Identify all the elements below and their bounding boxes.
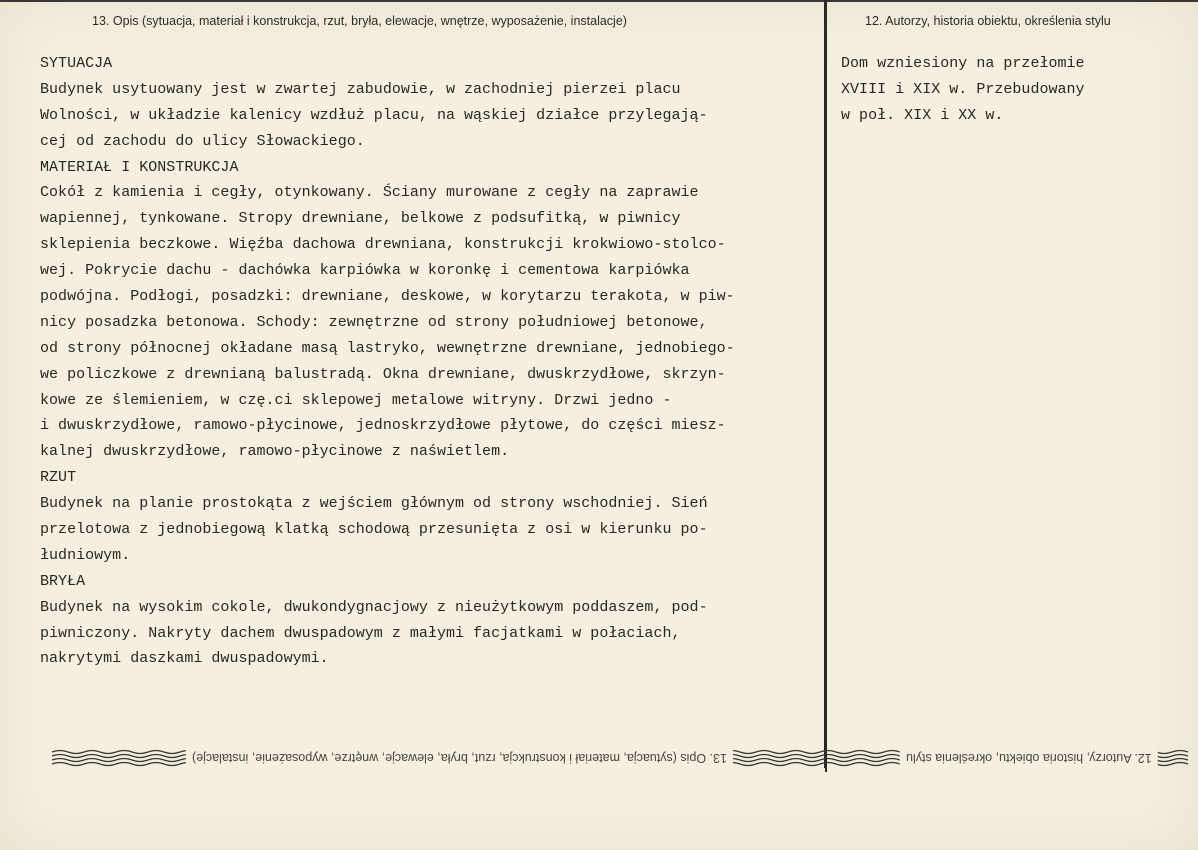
text-line: Dom wzniesiony na przełomie: [841, 55, 1085, 72]
mirrored-left-header: 13. Opis (sytuacja, materiał i konstrukcja, rzut, bryła, elewacje, wnętrze, wyposażenie, instalacje): [186, 748, 733, 768]
text-line: podwójna. Podłogi, posadzki: drewniane, deskowe, w korytarzu terakota, w piw-: [40, 288, 735, 306]
text-line: Budynek na wysokim cokole, dwukondygnacjowy z nieużytkowym poddaszem, pod-: [40, 598, 708, 616]
text-line: przelotowa z jednobiegową klatką schodową przesunięta z osi w kierunku po-: [40, 521, 708, 539]
mirrored-right-header: 12. Autorzy, historia obiektu, określenia stylu: [900, 748, 1158, 768]
text-line: nicy posadzka betonowa. Schody: zewnętrzne od strony południowej betonowe,: [40, 313, 708, 331]
column-divider-lower: [825, 742, 827, 772]
left-column-header: 13. Opis (sytuacja, materiał i konstrukcja, rzut, bryła, elewacje, wnętrze, wyposażenie, instalacje): [92, 14, 627, 28]
text-line: Cokół z kamienia i cegły, otynkowany. Ściany murowane z cegły na zaprawie: [40, 184, 699, 202]
text-line: cej od zachodu do ulicy Słowackiego.: [40, 132, 365, 150]
text-line: kowe ze ślemieniem, w czę.ci sklepowej metalowe witryny. Drzwi jedno -: [40, 391, 672, 409]
text-line: SYTUACJA: [40, 55, 113, 72]
text-line: wej. Pokrycie dachu - dachówka karpiówka w koronkę i cementowa karpiówka: [40, 262, 690, 280]
text-line: od strony północnej okładane masą lastryko, wewnętrzne drewniane, jednobiego-: [40, 339, 735, 357]
text-line: kalnej dwuskrzydłowe, ramowo-płycinowe z naświetlem.: [40, 443, 510, 461]
text-line: piwniczony. Nakryty dachem dwuspadowym z małymi facjatkami w połaciach,: [40, 624, 681, 642]
text-line: Budynek na planie prostokąta z wejściem głównym od strony wschodniej. Sień: [40, 495, 708, 513]
description-text: [40, 51, 820, 672]
text-line: MATERIAŁ I KONSTRUKCJA: [40, 158, 239, 176]
text-line: i dwuskrzydłowe, ramowo-płycinowe, jednoskrzydłowe płytowe, do części miesz-: [40, 417, 726, 435]
text-line: łudniowym.: [40, 546, 131, 564]
text-line: nakrytymi daszkami dwuspadowymi.: [40, 650, 329, 668]
text-line: wapiennej, tynkowane. Stropy drewniane, belkowe z podsufitką, w piwnicy: [40, 210, 681, 228]
top-rule: [0, 0, 1198, 2]
column-divider: [824, 0, 827, 768]
text-line: XVIII i XIX w. Przebudowany: [841, 80, 1085, 98]
text-line: Budynek usytuowany jest w zwartej zabudowie, w zachodniej pierzei placu: [40, 80, 681, 98]
text-line: we policzkowe z drewnianą balustradą. Okna drewniane, dwuskrzydłowe, skrzyn-: [40, 365, 726, 383]
text-line: Wolności, w układzie kalenicy wzdłuż placu, na wąskiej działce przylegają-: [40, 106, 708, 124]
text-line: BRYŁA: [40, 572, 86, 590]
text-line: w poł. XIX i XX w.: [841, 106, 1004, 124]
history-text: [841, 51, 1181, 129]
text-line: sklepienia beczkowe. Więźba dachowa drewniana, konstrukcji krokwiowo-stolco-: [40, 236, 726, 254]
right-column-header: 12. Autorzy, historia obiektu, określenia stylu: [865, 14, 1111, 28]
text-line: RZUT: [40, 469, 77, 487]
